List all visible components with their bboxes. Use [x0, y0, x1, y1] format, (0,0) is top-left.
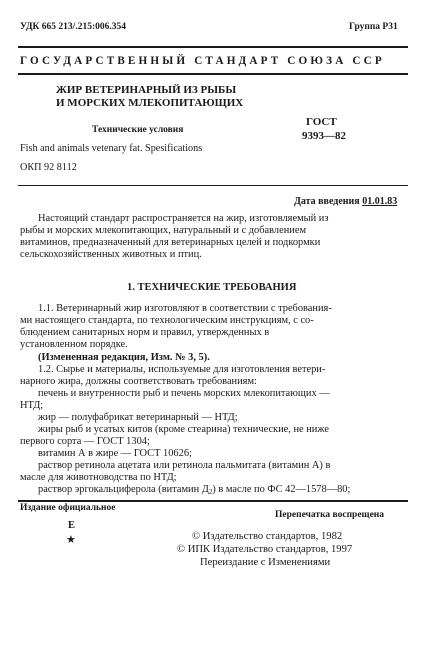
paragraph-line: масле для животноводства по НТД;	[20, 472, 177, 483]
group-code: Группа Р31	[349, 22, 398, 32]
paragraph-line: 1.1. Ветеринарный жир изготовляют в соответствии с требования-	[38, 303, 332, 314]
section-title: 1. ТЕХНИЧЕСКИЕ ТРЕБОВАНИЯ	[127, 282, 297, 293]
paragraph-line: ми настоящего стандарта, по технологическим инструкциям, с со-	[20, 315, 314, 326]
paragraph-line: 1.2. Сырье и материалы, используемые для изготовления ветери-	[38, 364, 326, 375]
document-title-line1: ЖИР ВЕТЕРИНАРНЫЙ ИЗ РЫБЫ	[56, 84, 237, 96]
document-subtitle: Технические условия	[92, 125, 184, 135]
copyright-line: © ИПК Издательство стандартов, 1997	[177, 544, 353, 555]
edition-label: Издание официальное	[20, 503, 116, 513]
paragraph-line: установленном порядке.	[20, 339, 128, 350]
star-icon: ★	[66, 534, 76, 546]
change-note: (Измененная редакция, Изм. № 3, 5).	[38, 352, 210, 363]
paragraph-line: нарного жира, должны соответствовать требованиям:	[20, 376, 257, 387]
intro-line: рыбы и морских млекопитающих, натуральный и с добавлением	[20, 225, 307, 236]
footer-divider	[18, 500, 408, 502]
english-title: Fish and animals vetenary fat. Spesifications	[20, 143, 203, 154]
paragraph-line: блюдением санитарных норм и правил, утвержденных в	[20, 327, 270, 338]
document-title-line2: И МОРСКИХ МЛЕКОПИТАЮЩИХ	[56, 97, 244, 109]
paragraph-line: витамин А в жире — ГОСТ 10626;	[38, 448, 192, 459]
effective-date-label: Дата введения	[294, 196, 360, 207]
paragraph-line: печень и внутренности рыб и печень морских млекопитающих —	[38, 388, 330, 399]
paragraph-line: раствор эргокальциферола (витамин $Д_2$) в масле по ФС 42—1578—80;	[38, 484, 351, 496]
paragraph-line: раствор ретинола ацетата или ретинола пальмитата (витамин А) в	[38, 460, 331, 471]
reissue-note: Переиздание с Изменениями	[200, 557, 331, 568]
intro-line: витаминов, предназначенный для ветеринарных целей и подкормки	[20, 237, 321, 248]
letter-mark: Е	[68, 520, 76, 531]
paragraph-line: первого сорта — ГОСТ 1304;	[20, 436, 150, 447]
header-divider-top	[18, 46, 408, 48]
reprint-notice: Перепечатка воспрещена	[275, 510, 385, 520]
paragraph-line: жир — полуфабрикат ветеринарный — НТД;	[38, 412, 238, 423]
copyright-line: © Издательство стандартов, 1982	[192, 531, 343, 542]
header-divider-bottom	[18, 73, 408, 75]
intro-line: сельскохозяйственных животных и птиц.	[20, 249, 202, 260]
effective-date-value: 01.01.83	[362, 196, 398, 207]
paragraph-line: НТД;	[20, 400, 44, 411]
intro-divider	[18, 185, 408, 186]
gost-number: 9393—82	[302, 130, 346, 142]
intro-paragraph	[20, 213, 412, 261]
effective-date	[294, 196, 397, 207]
gost-label: ГОСТ	[306, 116, 337, 128]
okp-code: ОКП 92 8112	[20, 162, 77, 173]
udk-code: УДК 665 213/.215:006.354	[20, 22, 126, 32]
paragraph-1-2	[20, 364, 412, 498]
authority-title: ГОСУДАРСТВЕННЫЙ СТАНДАРТ СОЮЗА ССР	[20, 55, 385, 67]
intro-line: Настоящий стандарт распространяется на жир, изготовляемый из	[38, 213, 329, 224]
paragraph-1-1	[20, 303, 412, 351]
paragraph-line: жиры рыб и усатых китов (кроме стеарина) технические, не ниже	[38, 424, 330, 435]
